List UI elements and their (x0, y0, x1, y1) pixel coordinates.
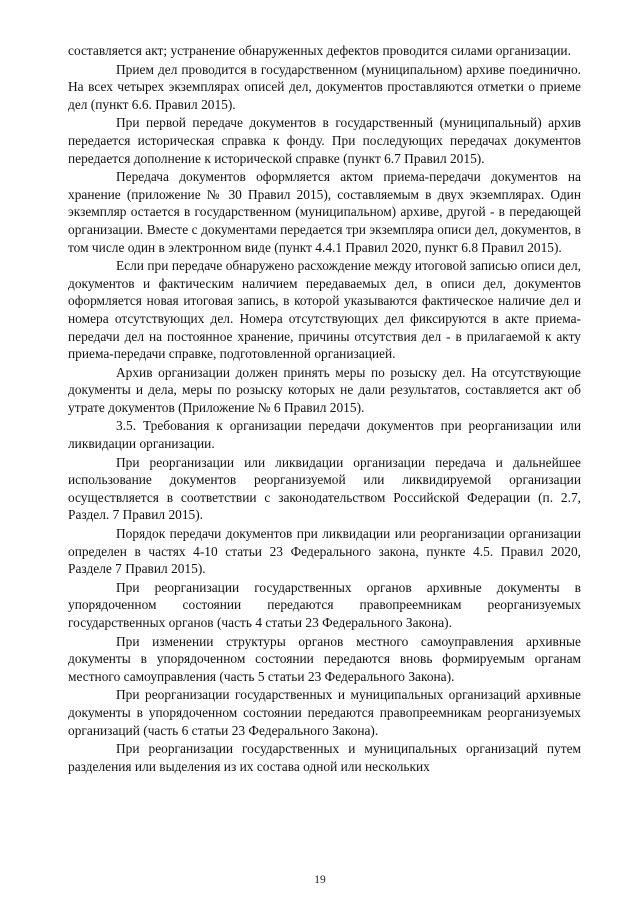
paragraph-state-bodies: При реорганизации государственных органов архивные документы в упорядоченном состоянии передаются правопреемникам реорганизуемых государственных органов (часть 4 статьи 23 Федерального Закона). (68, 579, 581, 630)
document-page (68, 42, 581, 775)
paragraph-search-measures: Архив организации должен принять меры по розыску дел. На отсутствующие документы и дела, меры по розыску которых не дали результатов, составляется акт об утрате документов (Приложение № 6 Правил 2015). (68, 364, 581, 415)
paragraph-discrepancy: Если при передаче обнаружено расхождение между итоговой записью описи дел, документов и фактическим наличием передаваемых дел, в описи дел, документов оформляется новая итоговая запись, в которой указываются фактическое наличие дел и номера отсутствующих дел. Номера отсутствующих дел фиксируются в акте приема- передачи дел на постоянное хранение, причины отсутствия дел - в прилагаемой к акту приема-передачи справке, подготовленной организацией. (68, 258, 581, 362)
paragraph-historical-note: При первой передаче документов в государственный (муниципальный) архив передается историческая справка к фонду. При последующих передачах документов передается дополнение к исторической справке (пункт 6.7 Правил 2015). (68, 115, 581, 166)
paragraph-reorganization-law: При реорганизации или ликвидации организации передача и дальнейшее использование документов реорганизуемой или ликвидируемой организации осуществляется в соответствии с законодательством Российской Федерации (п. 2.7, Раздел. 7 Правил 2015). (68, 454, 581, 523)
paragraph-transfer-act: Передача документов оформляется актом приема-передачи документов на хранение (приложение № 30 Правил 2015), составляемым в двух экземплярах. Один экземпляр остается в государственном (муниципальном) архиве, другой - в передающей организации. Вместе с документами передается три экземпляра описи дел, документов, в том числе один в электронном виде (пункт 4.4.1 Правил 2020, пункт 6.8 Правил 2015). (68, 169, 581, 255)
page-number: 19 (314, 874, 326, 886)
section-heading-3-5: 3.5. Требования к организации передачи документов при реорганизации или ликвидации организации. (68, 418, 581, 452)
paragraph-municipal-organizations: При реорганизации государственных и муниципальных организаций архивные документы в упорядоченном состоянии передаются правопреемникам реорганизуемых организаций (часть 6 статьи 23 Федерального Закона). (68, 687, 581, 738)
paragraph-local-government: При изменении структуры органов местного самоуправления архивные документы в упорядоченном состоянии передаются вновь формируемым органам местного самоуправления (часть 5 статьи 23 Федерального Закона). (68, 633, 581, 684)
paragraph-liquidation-order: Порядок передачи документов при ликвидации или реорганизации организации определен в частях 4-10 статьи 23 Федерального закона, пункте 4.5. Правил 2020, Разделе 7 Правил 2015). (68, 526, 581, 577)
paragraph-case-acceptance: Прием дел проводится в государственном (муниципальном) архиве поединично. На всех четырех экземплярах описей дел, документов проставляются отметки о приеме дел (пункт 6.6. Правил 2015). (68, 61, 581, 112)
paragraph-continuation: составляется акт; устранение обнаруженных дефектов проводится силами организации. (68, 43, 571, 58)
paragraph-division: При реорганизации государственных и муниципальных организаций путем разделения или выделения из их состава одной или нескольких (68, 741, 581, 774)
